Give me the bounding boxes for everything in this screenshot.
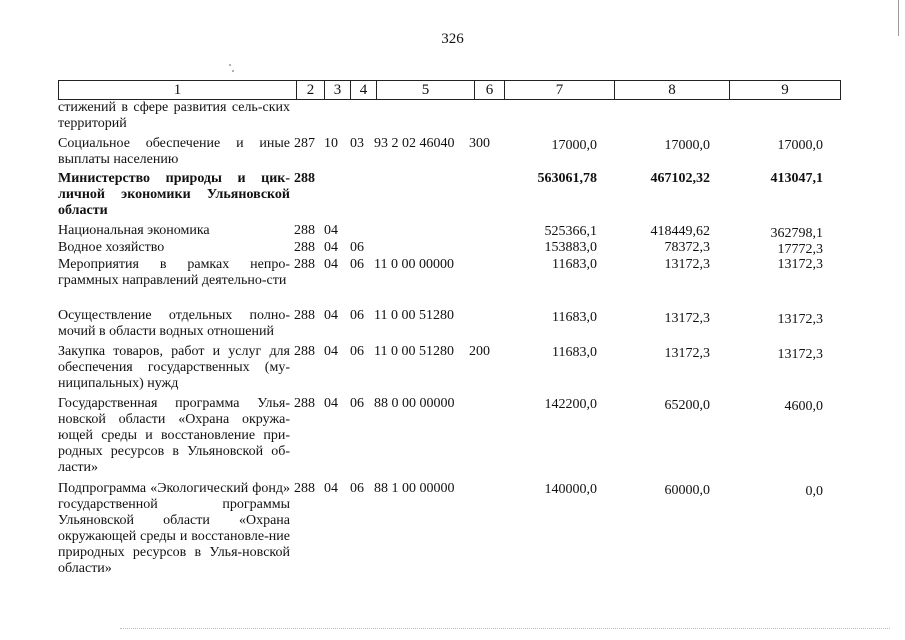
row-code-2: 287	[294, 136, 315, 151]
row-value-7: 142200,0	[544, 397, 597, 412]
row-code-4	[350, 100, 374, 133]
row-code-5: 11 0 00 51280	[374, 308, 454, 323]
scan-bottom-noise	[120, 628, 890, 631]
row-code-5	[374, 171, 469, 223]
row-name: Социальное обеспечение и иные выплаты населению	[58, 136, 290, 167]
row-value-8: 13172,3	[664, 346, 710, 361]
row-code-6	[469, 223, 497, 240]
row-code-4	[350, 223, 374, 240]
row-value-9: 17772,3	[777, 242, 823, 257]
row-code-3: 04	[324, 396, 338, 411]
row-code-6	[469, 481, 497, 581]
row-value-7: 11683,0	[552, 345, 597, 360]
row-value-7: 525366,1	[544, 224, 597, 239]
table-row	[58, 257, 848, 308]
table-row	[58, 396, 848, 481]
row-code-4: 03	[350, 136, 364, 151]
table-row	[58, 240, 848, 257]
table-row	[58, 133, 848, 171]
row-code-5: 88 1 00 00000	[374, 481, 455, 496]
row-code-3: 10	[324, 136, 338, 151]
row-code-6	[469, 396, 497, 481]
row-code-5: 11 0 00 00000	[374, 257, 454, 272]
row-name: Водное хозяйство	[58, 240, 165, 255]
row-name: Национальная экономика	[58, 223, 210, 238]
row-code-3: 04	[324, 257, 338, 272]
row-code-5: 93 2 02 46040	[374, 136, 455, 151]
row-value-8: 418449,62	[650, 224, 710, 239]
row-value-8: 65200,0	[664, 398, 710, 413]
table-row	[58, 223, 848, 240]
header-col-8: 8	[615, 81, 730, 99]
row-code-4: 06	[350, 481, 364, 496]
row-code-5	[374, 240, 469, 257]
row-code-6	[469, 308, 497, 344]
row-code-6	[469, 257, 497, 308]
row-value-7: 11683,0	[552, 257, 597, 272]
scan-speck	[232, 70, 234, 72]
row-value-9: 13172,3	[777, 312, 823, 327]
row-name: Государственная программа Улья-новской области «Охрана окружа-ющей среды и восстановление при-родных ресурсов в Ульяновской об-ласти»	[58, 396, 290, 475]
row-name: Министерство природы и цик-личной экономики Ульяновской области	[58, 171, 290, 218]
row-value-9: 13172,3	[777, 257, 823, 272]
row-value-9: 413047,1	[770, 171, 823, 186]
row-code-2: 288	[294, 308, 315, 323]
row-code-5: 11 0 00 51280	[374, 344, 454, 359]
row-code-3: 04	[324, 308, 338, 323]
header-col-2: 2	[297, 81, 325, 99]
row-value-9: 362798,1	[770, 226, 823, 241]
row-code-3: 04	[324, 344, 338, 359]
row-code-6	[469, 171, 497, 223]
row-value-8: 60000,0	[664, 483, 710, 498]
row-code-2	[294, 100, 324, 133]
header-col-5: 5	[377, 81, 475, 99]
row-code-3	[324, 171, 350, 223]
row-value-7: 17000,0	[551, 138, 597, 153]
scan-speck	[229, 64, 231, 66]
table-row	[58, 100, 848, 133]
row-code-6: 200	[469, 344, 490, 359]
row-code-6: 300	[469, 136, 490, 151]
row-code-4: 06	[350, 257, 364, 272]
row-code-3: 04	[324, 481, 338, 496]
row-value-8: 78372,3	[664, 240, 710, 255]
header-col-3: 3	[325, 81, 351, 99]
row-code-4: 06	[350, 240, 364, 255]
table-row	[58, 344, 848, 396]
row-code-3: 04	[324, 240, 338, 255]
row-value-8: 13172,3	[664, 257, 710, 272]
row-code-4: 06	[350, 308, 364, 323]
table-body	[58, 100, 848, 581]
row-code-2: 288	[294, 223, 315, 238]
row-value-9: 4600,0	[784, 399, 823, 414]
row-value-7	[497, 100, 597, 133]
row-code-5: 88 0 00 00000	[374, 396, 455, 411]
row-code-3	[324, 100, 350, 133]
row-value-8: 467102,32	[650, 171, 710, 186]
table-header-row	[58, 80, 841, 100]
header-col-7: 7	[505, 81, 615, 99]
row-code-6	[469, 100, 497, 133]
row-code-2: 288	[294, 171, 315, 186]
table-row	[58, 171, 848, 223]
row-code-6	[469, 240, 497, 257]
row-value-7: 153883,0	[544, 240, 597, 255]
row-code-2: 288	[294, 240, 315, 255]
row-value-9: 13172,3	[777, 347, 823, 362]
row-name: стижений в сфере развития сель-ских территорий	[58, 100, 290, 131]
row-value-8	[597, 100, 710, 133]
page-number: 326	[441, 31, 464, 47]
row-code-2: 288	[294, 396, 315, 411]
row-value-9: 17000,0	[777, 138, 823, 153]
row-value-7: 563061,78	[537, 171, 597, 186]
row-code-2: 288	[294, 344, 315, 359]
row-value-7: 140000,0	[544, 482, 597, 497]
row-code-5	[374, 100, 469, 133]
row-code-2: 288	[294, 257, 315, 272]
row-code-3: 04	[324, 223, 338, 238]
row-name: Осуществление отдельных полно-мочий в области водных отношений	[58, 308, 290, 339]
table-row	[58, 308, 848, 344]
row-value-8: 13172,3	[664, 311, 710, 326]
row-name: Закупка товаров, работ и услуг для обеспечения государственных (му-ниципальных) нужд	[58, 344, 290, 391]
row-name: Подпрограмма «Экологический фонд» государственной программы Ульяновской области «Охрана окружающей среды и восстановле-ние природных ресурсов в Улья-новской области»	[58, 481, 290, 576]
row-code-4: 06	[350, 396, 364, 411]
table-row	[58, 481, 848, 581]
row-code-2: 288	[294, 481, 315, 496]
row-value-9	[710, 100, 823, 133]
row-value-9: 0,0	[805, 484, 823, 499]
header-col-1: 1	[59, 81, 297, 99]
row-name: Мероприятия в рамках непро-граммных направлений деятельно-сти	[58, 257, 290, 288]
row-code-4	[350, 171, 374, 223]
row-code-5	[374, 223, 469, 240]
row-value-8: 17000,0	[664, 138, 710, 153]
header-col-4: 4	[351, 81, 377, 99]
row-value-7: 11683,0	[552, 310, 597, 325]
row-code-4: 06	[350, 344, 364, 359]
header-col-9: 9	[781, 82, 789, 98]
header-col-6: 6	[475, 81, 505, 99]
